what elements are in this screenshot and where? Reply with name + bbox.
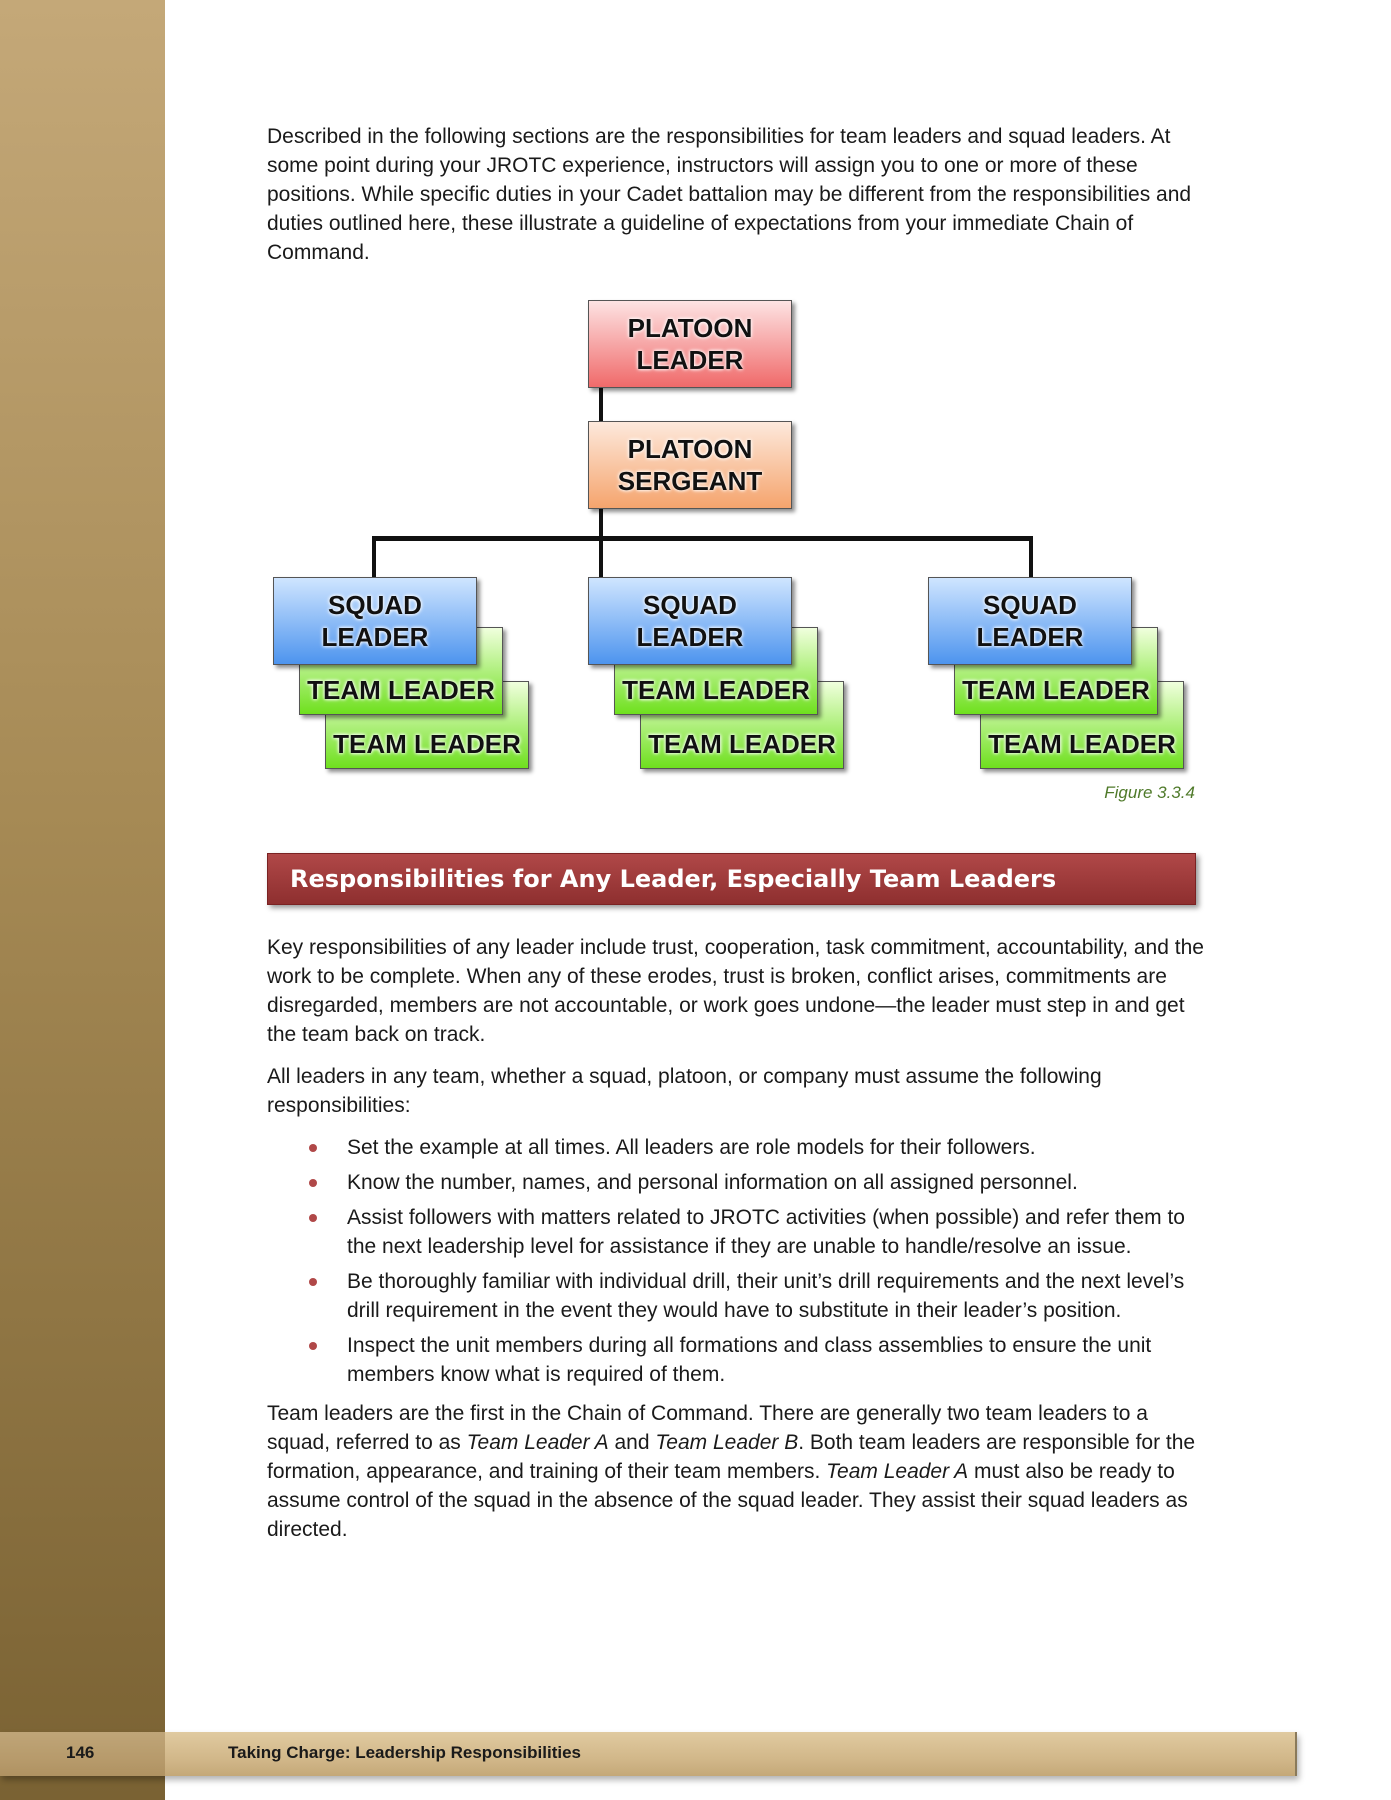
section-heading: Responsibilities for Any Leader, Especially Team Leaders [267,853,1196,905]
bullet-icon [309,1144,317,1152]
connector [599,507,603,579]
team-leader-box: TEAM LEADER [614,627,818,715]
figure-caption: Figure 3.3.4 [1104,783,1195,802]
paragraph: Team leaders are the first in the Chain of Command. There are generally two team leaders to a squad, referred to as Team Leader A and Team Leader B. Both team leaders are responsible for the formation, appearance, and training of their team members. Team Leader A must also be ready to assume control of the squad in the absence of the squad leader. They assist their squad leaders as directed. [267,1402,1196,1541]
list-item: Be thoroughly familiar with individual drill, their unit’s drill requirements and the next level’s drill requirement in the event they would have to substitute in their leader’s position. [267,1267,1207,1325]
squad-leader-box: SQUAD LEADER [928,577,1132,665]
connector [372,536,1033,541]
bullet-icon [309,1179,317,1187]
team-leader-box: TEAM LEADER [325,681,529,769]
list-item: Inspect the unit members during all formations and class assemblies to ensure the unit members know what is required of them. [267,1331,1207,1389]
paragraph: Key responsibilities of any leader include trust, cooperation, task commitment, accountability, and the work to be complete. When any of these erodes, trust is broken, conflict arises, commitments are disregarded, members are not accountable, or work goes undone—the leader must step in and get the team back on track. [267,936,1204,1046]
org-chart [267,280,1207,820]
team-leader-box: TEAM LEADER [299,627,503,715]
platoon-sergeant-box: PLATOON SERGEANT [588,421,792,509]
page-footer [0,1732,1297,1776]
sidebar-band [0,0,165,1800]
list-item: Assist followers with matters related to JROTC activities (when possible) and refer them to the next leadership level for assistance if they are unable to handle/resolve an issue. [267,1203,1207,1261]
connector [1029,536,1033,579]
page-content [267,122,1207,1557]
platoon-leader-box: PLATOON LEADER [588,300,792,388]
team-leader-box: TEAM LEADER [954,627,1158,715]
page-number: 146 [66,1743,95,1762]
connector [599,386,603,423]
list-item: Know the number, names, and personal information on all assigned personnel. [267,1168,1207,1197]
footer-title: Taking Charge: Leadership Responsibilities [228,1743,581,1762]
connector [372,536,376,579]
bullet-icon [309,1214,317,1222]
bullet-icon [309,1278,317,1286]
team-leader-box: TEAM LEADER [640,681,844,769]
squad-leader-box: SQUAD LEADER [273,577,477,665]
bullet-icon [309,1342,317,1350]
list-item: Set the example at all times. All leaders are role models for their followers. [267,1133,1207,1162]
squad-leader-box: SQUAD LEADER [588,577,792,665]
team-leader-box: TEAM LEADER [980,681,1184,769]
paragraph: All leaders in any team, whether a squad, platoon, or company must assume the following responsibilities: [267,1065,1102,1117]
intro-paragraph: Described in the following sections are the responsibilities for team leaders and squad leaders. At some point during your JROTC experience, instructors will assign you to one or more of these positions. While specific duties in your Cadet battalion may be different from the responsibilities and duties outlined here, these illustrate a guideline of expectations from your immediate Chain of Command. [267,125,1192,264]
responsibilities-list [267,1133,1207,1389]
